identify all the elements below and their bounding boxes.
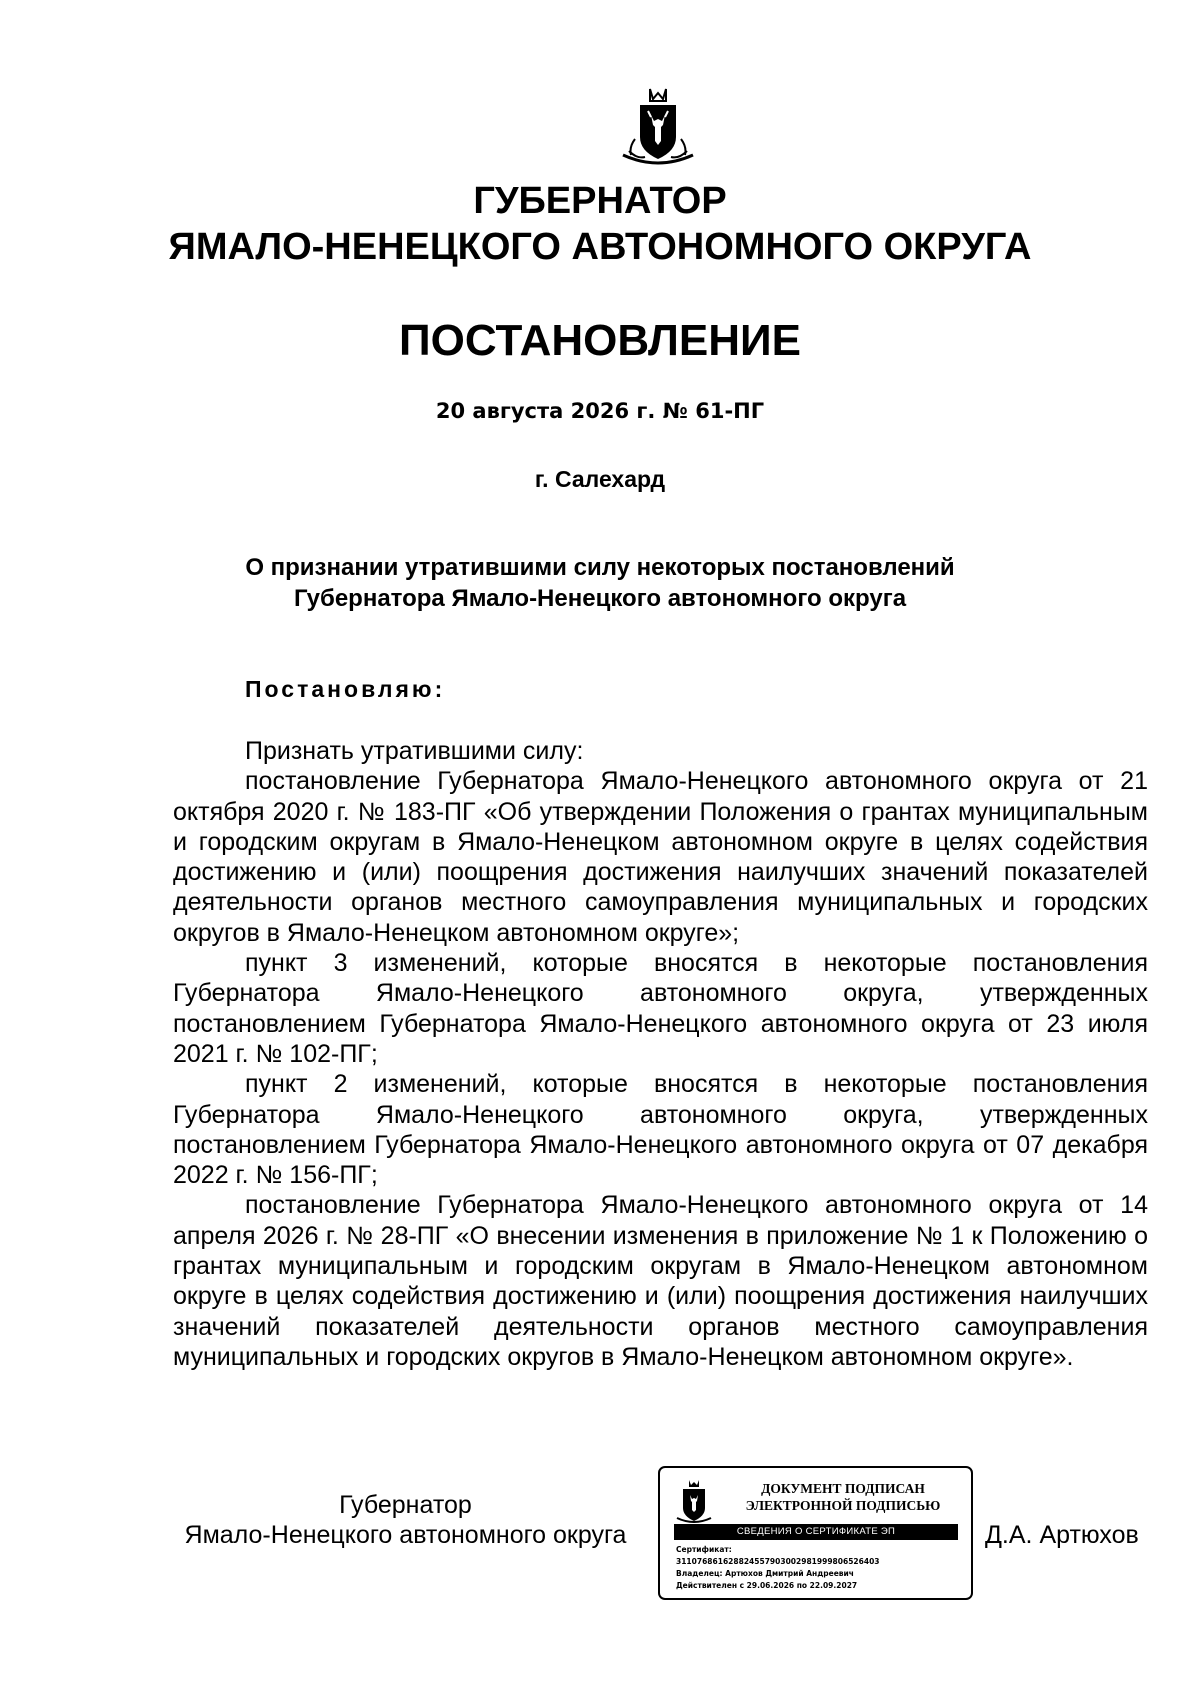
subject-line-2: Губернатора Ямало-Ненецкого автономного округа <box>293 585 907 612</box>
body-item: пункт 2 изменений, которые вносятся в некоторые постановления Губернатора Ямало-Ненецкого автономного округа, утвержденных постановлением Губернатора Ямало-Ненецкого автономного округа от 07 декабря 2022 г. № 156-ПГ; <box>173 1070 1148 1190</box>
signatory-name: Д.А. Артюхов <box>985 1521 1139 1549</box>
electronic-signature-stamp <box>658 1466 973 1600</box>
document-subject <box>0 552 1200 614</box>
body-item: пункт 3 изменений, которые вносятся в некоторые постановления Губернатора Ямало-Ненецкого автономного округа, утвержденных постановлением Губернатора Ямало-Ненецкого автономного округа от 23 июля 2021 г. № 102-ПГ; <box>173 949 1148 1068</box>
coat-of-arms-icon <box>674 1478 714 1526</box>
authority-line-1: ГУБЕРНАТОР <box>473 180 727 222</box>
stamp-title <box>718 1480 968 1514</box>
document-body <box>173 736 1148 1372</box>
signatory-title <box>173 1490 638 1550</box>
coat-of-arms-icon <box>615 85 701 171</box>
body-intro: Признать утратившими силу: <box>245 737 584 765</box>
signatory-title-line-1: Губернатор <box>339 1491 472 1519</box>
stamp-title-line-1: ДОКУМЕНТ ПОДПИСАН <box>761 1481 925 1496</box>
certificate-owner: Владелец: Артюхов Дмитрий Андреевич <box>676 1569 854 1578</box>
document-date-number: 20 августа 2026 г. № 61-ПГ <box>435 399 765 423</box>
authority-line-2: ЯМАЛО-НЕНЕЦКОГО АВТОНОМНОГО ОКРУГА <box>168 226 1032 268</box>
body-item: постановление Губернатора Ямало-Ненецкого автономного округа от 14 апреля 2026 г. № 28-ПГ «О внесении изменения в приложение № 1 к Положению о грантах муниципальным и городским округам в Ямало-Ненецком автономном округе в целях содействия достижению и (или) поощрения достижения наилучших значений показателей деятельности органов местного самоуправления муниципальных и городских округов в Ямало-Ненецком автономном округе». <box>173 1191 1148 1371</box>
certificate-details <box>676 1544 966 1592</box>
certificate-info-band: СВЕДЕНИЯ О СЕРТИФИКАТЕ ЭП <box>674 1524 958 1540</box>
certificate-label: Сертификат: <box>676 1545 732 1554</box>
body-item: постановление Губернатора Ямало-Ненецкого автономного округа от 21 октября 2020 г. № 183-ПГ «Об утверждении Положения о грантах муниципальным и городским округам в Ямало-Ненецком автономном округе в целях содействия достижению и (или) поощрения достижения наилучших значений показателей деятельности органов местного самоуправления муниципальных и городских округов в Ямало-Ненецком автономном округе»; <box>173 767 1148 947</box>
certificate-number: 311076861628824557903002981999806526403 <box>676 1557 880 1566</box>
document-city: г. Салехард <box>534 466 666 492</box>
certificate-validity: Действителен с 29.06.2026 по 22.09.2027 <box>676 1581 858 1590</box>
issuing-authority <box>0 178 1200 270</box>
signatory-title-line-2: Ямало-Ненецкого автономного округа <box>184 1521 627 1549</box>
subject-line-1: О признании утратившими силу некоторых постановлений <box>245 554 955 581</box>
decree-word: Постановляю: <box>245 676 446 702</box>
document-type: ПОСТАНОВЛЕНИЕ <box>398 316 802 365</box>
stamp-title-line-2: ЭЛЕКТРОННОЙ ПОДПИСЬЮ <box>745 1498 941 1513</box>
